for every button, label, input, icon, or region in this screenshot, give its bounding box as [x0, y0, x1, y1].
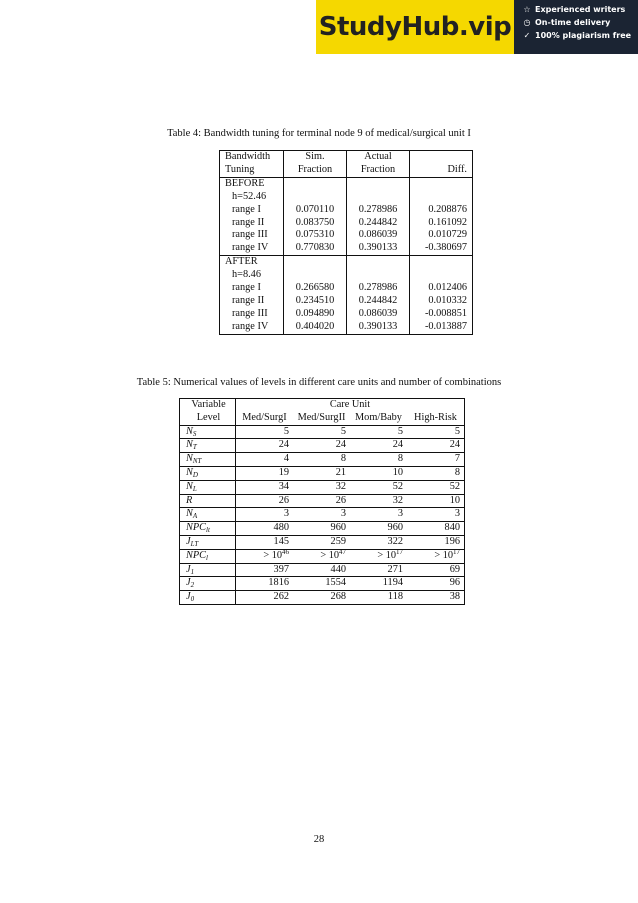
value-cell: 10 [407, 494, 465, 508]
section-param: h=52.46 [220, 191, 284, 204]
header-cell: Tuning [220, 164, 284, 177]
header-care-unit: Care Unit [236, 399, 465, 412]
perk-label: On-time delivery [535, 18, 611, 27]
range-label: range II [220, 295, 284, 308]
empty-cell [347, 269, 410, 282]
value-cell: 0.390133 [347, 242, 410, 255]
header-cell [410, 151, 473, 164]
value-cell: 0.161092 [410, 217, 473, 230]
variable-subscript: T [192, 443, 197, 452]
variable-subscript: S [192, 429, 197, 438]
header-variable: Variable [180, 399, 236, 412]
value-cell: -0.380697 [410, 242, 473, 255]
value-cell: 1194 [350, 577, 407, 591]
table-row [220, 295, 473, 308]
table5-header-row [180, 412, 465, 425]
value-cell: 3 [407, 508, 465, 522]
section-label: AFTER [220, 256, 284, 269]
value-cell: 24 [350, 439, 407, 453]
variable-cell [180, 494, 236, 508]
table5-caption: Table 5: Numerical values of levels in different care units and number of combinations [136, 377, 502, 388]
header-unit: Med/SurgI [236, 412, 294, 425]
variable-subscript: A [192, 512, 198, 521]
value-cell: 259 [293, 535, 350, 549]
variable-subscript: lt [206, 526, 210, 535]
header-level: Level [180, 412, 236, 425]
variable-subscript: 1 [190, 567, 195, 576]
section-label: BEFORE [220, 177, 284, 190]
value-cell: 34 [236, 480, 294, 494]
value-cell: 26 [236, 494, 294, 508]
empty-cell [347, 177, 410, 190]
table-row [220, 308, 473, 321]
value-cell: 0.770830 [284, 242, 347, 255]
variable-subscript: 2 [190, 581, 195, 590]
value-cell: 21 [293, 466, 350, 480]
exponent: 17 [396, 547, 403, 556]
value-cell: 52 [407, 480, 465, 494]
value-cell: 322 [350, 535, 407, 549]
variable-cell [180, 591, 236, 605]
value-cell [236, 549, 294, 563]
empty-cell [284, 269, 347, 282]
value-cell: 0.094890 [284, 308, 347, 321]
value-cell: 1816 [236, 577, 294, 591]
variable-cell [180, 522, 236, 536]
value-cell: 8 [407, 466, 465, 480]
exp-prefix: > 10 [263, 549, 282, 561]
value-cell: 24 [407, 439, 465, 453]
table-row [180, 425, 465, 439]
value-cell: 960 [293, 522, 350, 536]
table-row [180, 466, 465, 480]
table4 [219, 150, 473, 335]
variable-cell [180, 549, 236, 563]
value-cell: 0.208876 [410, 204, 473, 217]
header-cell: Fraction [284, 164, 347, 177]
variable-symbol: N [186, 453, 193, 465]
exponent: 46 [282, 547, 289, 556]
variable-symbol: J [186, 563, 191, 575]
table4-caption: Table 4: Bandwidth tuning for terminal node 9 of medical/surgical unit I [167, 128, 471, 139]
range-label: range IV [220, 321, 284, 334]
table-row [180, 453, 465, 467]
clock-icon: ◷ [523, 18, 531, 27]
variable-subscript: 0 [190, 595, 195, 604]
exponent: 17 [453, 547, 460, 556]
value-cell: -0.008851 [410, 308, 473, 321]
perks-list [514, 0, 638, 54]
table-row [220, 204, 473, 217]
value-cell: 4 [236, 453, 294, 467]
variable-symbol: J [186, 535, 191, 547]
variable-subscript: D [192, 470, 198, 479]
header-cell: Fraction [347, 164, 410, 177]
star-icon: ☆ [523, 5, 531, 14]
perk-item [522, 5, 638, 14]
empty-cell [410, 269, 473, 282]
table-row [180, 535, 465, 549]
header-cell: Actual [347, 151, 410, 164]
table-row [220, 321, 473, 334]
empty-cell [410, 256, 473, 269]
value-cell: 0.086039 [347, 229, 410, 242]
variable-symbol: R [186, 494, 193, 506]
variable-symbol: N [186, 480, 193, 492]
variable-cell [180, 480, 236, 494]
variable-cell [180, 425, 236, 439]
value-cell: 8 [350, 453, 407, 467]
value-cell: 0.012406 [410, 282, 473, 295]
section-param-row [220, 191, 473, 204]
header-unit: Med/SurgII [293, 412, 350, 425]
value-cell: 5 [350, 425, 407, 439]
perk-item [522, 31, 638, 40]
value-cell: 0.086039 [347, 308, 410, 321]
table-row [180, 549, 465, 563]
perk-item [522, 18, 638, 27]
table-row [180, 494, 465, 508]
empty-cell [347, 256, 410, 269]
empty-cell [284, 177, 347, 190]
value-cell: 7 [407, 453, 465, 467]
value-cell: 3 [350, 508, 407, 522]
value-cell: 0.266580 [284, 282, 347, 295]
value-cell: 8 [293, 453, 350, 467]
table-row [180, 591, 465, 605]
value-cell: 840 [407, 522, 465, 536]
value-cell: 38 [407, 591, 465, 605]
table-row [220, 229, 473, 242]
empty-cell [347, 191, 410, 204]
value-cell: 32 [293, 480, 350, 494]
table4-header-row [220, 164, 473, 177]
empty-cell [284, 256, 347, 269]
variable-cell [180, 453, 236, 467]
value-cell: 3 [293, 508, 350, 522]
value-cell: 5 [293, 425, 350, 439]
range-label: range I [220, 282, 284, 295]
value-cell: 480 [236, 522, 294, 536]
section-label-row [220, 177, 473, 190]
range-label: range III [220, 229, 284, 242]
header-unit: Mom/Baby [350, 412, 407, 425]
range-label: range II [220, 217, 284, 230]
exp-prefix: > 10 [377, 549, 396, 561]
value-cell: 271 [350, 563, 407, 577]
table-row [180, 508, 465, 522]
value-cell: 5 [407, 425, 465, 439]
value-cell: 262 [236, 591, 294, 605]
value-cell: 118 [350, 591, 407, 605]
variable-symbol: J [186, 591, 191, 603]
section-param: h=8.46 [220, 269, 284, 282]
value-cell: 69 [407, 563, 465, 577]
table-row [180, 577, 465, 591]
table-row [220, 242, 473, 255]
value-cell: 10 [350, 466, 407, 480]
table-row [180, 563, 465, 577]
value-cell: 24 [236, 439, 294, 453]
value-cell: 0.234510 [284, 295, 347, 308]
table-row [220, 282, 473, 295]
value-cell: 0.244842 [347, 217, 410, 230]
table-row [180, 480, 465, 494]
perk-label: 100% plagiarism free [535, 31, 632, 40]
variable-cell [180, 508, 236, 522]
value-cell: 24 [293, 439, 350, 453]
variable-symbol: N [186, 425, 193, 437]
value-cell: 440 [293, 563, 350, 577]
exp-prefix: > 10 [434, 549, 453, 561]
value-cell: 0.010729 [410, 229, 473, 242]
range-label: range III [220, 308, 284, 321]
variable-symbol: N [186, 439, 193, 451]
variable-subscript: l [206, 553, 208, 562]
value-cell: 5 [236, 425, 294, 439]
exp-prefix: > 10 [320, 549, 339, 561]
value-cell: 1554 [293, 577, 350, 591]
variable-cell [180, 577, 236, 591]
value-cell: 96 [407, 577, 465, 591]
value-cell: 0.010332 [410, 295, 473, 308]
table-row [180, 439, 465, 453]
range-label: range I [220, 204, 284, 217]
variable-symbol: J [186, 577, 191, 589]
table-row [180, 522, 465, 536]
header-cell: Diff. [410, 164, 473, 177]
section-param-row [220, 269, 473, 282]
value-cell: 397 [236, 563, 294, 577]
variable-symbol: NPC [186, 522, 207, 534]
value-cell [293, 549, 350, 563]
brand-logo[interactable]: StudyHub.vip [316, 0, 514, 54]
check-shield-icon: ✓ [523, 31, 531, 40]
perk-label: Experienced writers [535, 5, 626, 14]
table4-header-row [220, 151, 473, 164]
value-cell: 268 [293, 591, 350, 605]
variable-subscript: L [192, 484, 197, 493]
header-cell: Bandwidth [220, 151, 284, 164]
value-cell: 0.244842 [347, 295, 410, 308]
range-label: range IV [220, 242, 284, 255]
value-cell: 0.075310 [284, 229, 347, 242]
value-cell: 196 [407, 535, 465, 549]
value-cell: 52 [350, 480, 407, 494]
value-cell: 0.278986 [347, 282, 410, 295]
value-cell: 3 [236, 508, 294, 522]
value-cell: 0.070110 [284, 204, 347, 217]
table-row [220, 217, 473, 230]
variable-subscript: LT [190, 539, 199, 548]
empty-cell [410, 177, 473, 190]
header-cell: Sim. [284, 151, 347, 164]
empty-cell [410, 191, 473, 204]
value-cell: 26 [293, 494, 350, 508]
variable-cell [180, 535, 236, 549]
value-cell: 32 [350, 494, 407, 508]
value-cell: -0.013887 [410, 321, 473, 334]
value-cell: 0.083750 [284, 217, 347, 230]
variable-symbol: N [186, 466, 193, 478]
exponent: 47 [339, 547, 346, 556]
page-number: 28 [313, 834, 325, 845]
value-cell [350, 549, 407, 563]
variable-cell [180, 466, 236, 480]
value-cell: 145 [236, 535, 294, 549]
section-label-row [220, 256, 473, 269]
header-unit: High-Risk [407, 412, 465, 425]
variable-cell [180, 563, 236, 577]
variable-symbol: N [186, 508, 193, 520]
value-cell: 0.390133 [347, 321, 410, 334]
value-cell: 19 [236, 466, 294, 480]
value-cell [407, 549, 465, 563]
promo-banner[interactable] [316, 0, 638, 54]
variable-cell [180, 439, 236, 453]
variable-symbol: NPC [186, 549, 207, 561]
value-cell: 0.404020 [284, 321, 347, 334]
variable-subscript: NT [192, 457, 202, 466]
value-cell: 960 [350, 522, 407, 536]
table5-header-row [180, 399, 465, 412]
empty-cell [284, 191, 347, 204]
value-cell: 0.278986 [347, 204, 410, 217]
table5 [179, 398, 465, 605]
